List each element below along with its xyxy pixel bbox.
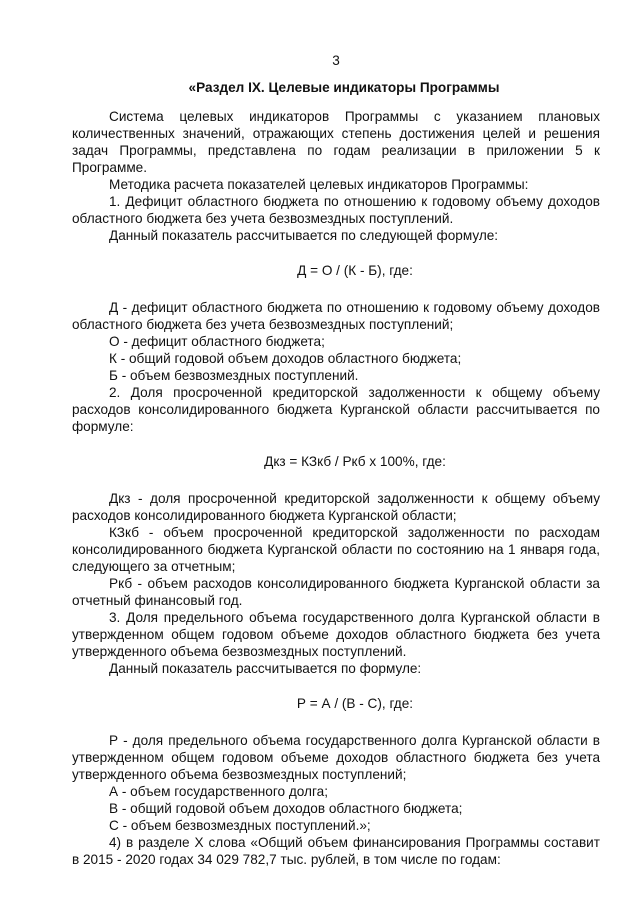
paragraph: В - общий годовой объем доходов областного бюджета; [109,801,463,816]
paragraph: 2. Доля просроченной кредиторской задолженности к общему объему расходов консолидированного бюджета Курганской области рассчитывается по формуле: [72,385,600,434]
formula-deficit: Д = О / (К - Б), где: [297,263,413,278]
document-body [72,52,600,868]
paragraph: 4) в разделе X слова «Общий объем финансирования Программы составит в 2015 - 2020 годах 34 029 782,7 тыс. рублей, в том числе по годам: [72,835,600,867]
paragraph: Ркб - объем расходов консолидированного бюджета Курганской области за отчетный финансовый год. [72,576,600,608]
paragraph: О - дефицит областного бюджета; [109,334,325,349]
paragraph: К - общий годовой объем доходов областного бюджета; [109,351,462,366]
paragraph: Методика расчета показателей целевых индикаторов Программы: [109,177,529,192]
formula-debt-share: Дкз = КЗкб / Ркб х 100%, где: [264,454,446,469]
formula-state-debt: Р = А / (В - С), где: [296,696,414,711]
paragraph-group-3 [72,490,600,677]
paragraph: КЗкб - объем просроченной кредиторской задолженности по расходам консолидированного бюджета Курганской области по состоянию на 1 января года, следующего за отчетным; [72,525,600,574]
paragraph: 3. Доля предельного объема государственного долга Курганской области в утвержденном общем годовом объеме доходов областного бюджета без учета утвержденного объема безвозмездных поступлений. [72,610,600,659]
paragraph: Система целевых индикаторов Программы с указанием плановых количественных значений, отражающих степень достижения целей и решения задач Программы, представлена по годам реализации в приложении 5 к Программе. [72,109,600,175]
paragraph: Данный показатель рассчитывается по формуле: [109,661,422,676]
section-heading: «Раздел IX. Целевые индикаторы Программы [188,80,500,95]
paragraph-group-2 [72,299,600,435]
paragraph: Дкз - доля просроченной кредиторской задолженности к общему объему расходов консолидированного бюджета Курганской области; [72,491,600,523]
paragraph: Р - доля предельного объема государственного долга Курганской области в утвержденном общем годовом объеме доходов областного бюджета без учета утвержденного объема безвозмездных поступлений; [72,733,600,782]
paragraph: А - объем государственного долга; [109,784,328,799]
paragraph: С - объем безвозмездных поступлений.»; [109,818,371,833]
paragraph: 1. Дефицит областного бюджета по отношению к годовому объему доходов областного бюджета без учета безвозмездных поступлений. [72,194,600,226]
paragraph: Данный показатель рассчитывается по следующей формуле: [109,228,499,243]
paragraph-group-4 [72,732,600,868]
paragraph: Б - объем безвозмездных поступлений. [109,368,359,383]
page-number: 3 [332,53,340,68]
paragraph: Д - дефицит областного бюджета по отношению к годовому объему доходов областного бюджета без учета безвозмездных поступлений; [72,300,600,332]
paragraph-group-1 [72,108,600,244]
